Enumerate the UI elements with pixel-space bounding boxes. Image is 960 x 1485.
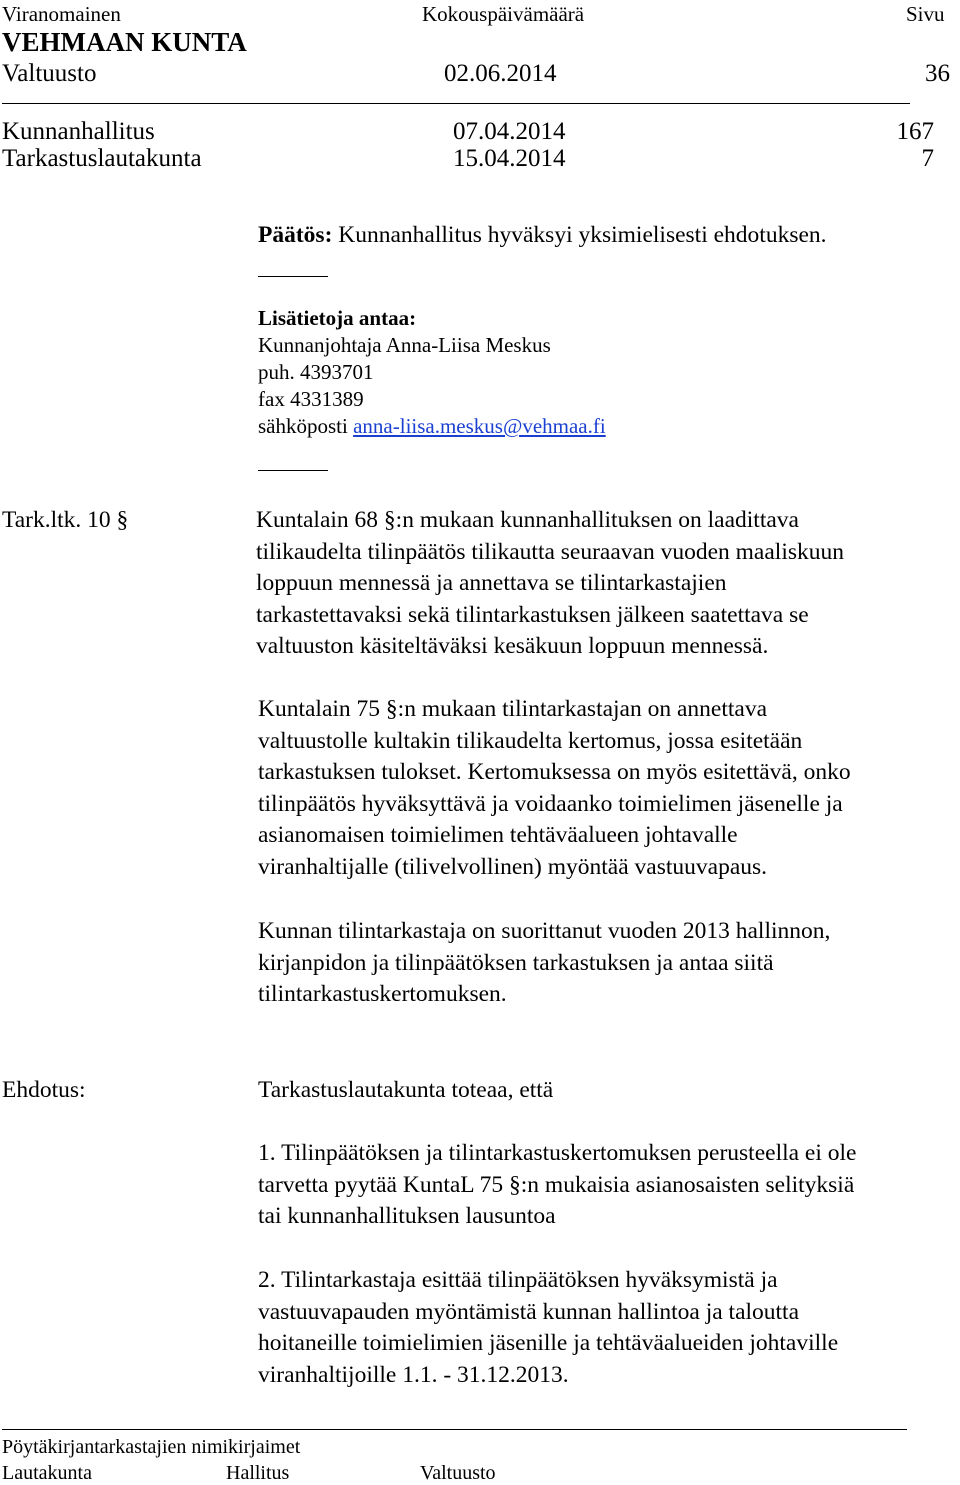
footer-col-valtuusto: Valtuusto bbox=[420, 1462, 496, 1484]
section-paragraph-3 bbox=[258, 916, 958, 1011]
text-line: tilikaudelta tilinpäätös tilikautta seuraavan vuoden maaliskuun bbox=[256, 538, 844, 565]
section-paragraph-1 bbox=[256, 505, 956, 663]
proposal-item-2 bbox=[258, 1265, 958, 1391]
header-row-page: 167 bbox=[896, 118, 934, 145]
contact-email-line bbox=[258, 413, 606, 439]
header-row-date: 02.06.2014 bbox=[444, 60, 557, 87]
header-row-date: 15.04.2014 bbox=[453, 145, 566, 172]
footer-divider bbox=[2, 1429, 907, 1430]
footer-col-hallitus: Hallitus bbox=[226, 1462, 290, 1484]
header-row-page: 7 bbox=[921, 145, 934, 172]
header-row-body: Tarkastuslautakunta bbox=[2, 145, 202, 172]
decision-line bbox=[258, 220, 827, 252]
text-line: tarkastuksen tulokset. Kertomuksessa on myös esitettävä, onko bbox=[258, 759, 851, 785]
text-line: tilintarkastuskertomuksen. bbox=[258, 981, 507, 1007]
text-line: Kunnan tilintarkastaja on suorittanut vuoden 2013 hallinnon, bbox=[258, 918, 831, 944]
header-row-date: 07.04.2014 bbox=[453, 118, 566, 145]
text-line: tarkastettavaksi sekä tilintarkastuksen jälkeen saatettava se bbox=[256, 601, 809, 628]
text-line: loppuun mennessä ja annettava se tilintarkastajien bbox=[256, 570, 727, 596]
separator-line bbox=[258, 470, 328, 471]
decision-label: Päätös: bbox=[258, 222, 333, 248]
section-paragraph-2 bbox=[258, 694, 958, 883]
contact-phone: puh. 4393701 bbox=[258, 360, 374, 384]
header-row-body: Kunnanhallitus bbox=[2, 118, 155, 145]
header-col1-label: Viranomainen bbox=[2, 2, 121, 26]
separator-line bbox=[258, 276, 328, 277]
contact-email-link[interactable]: anna-liisa.meskus@vehmaa.fi bbox=[353, 414, 606, 438]
header-divider bbox=[2, 103, 910, 104]
text-line: kirjanpidon ja tilinpäätöksen tarkastuksen ja antaa siitä bbox=[258, 949, 774, 976]
text-line: valtuustolle kultakin tilikaudelta kertomus, jossa esitetään bbox=[258, 727, 803, 754]
text-line: asianomaisen toimielimen tehtäväalueen johtavalle bbox=[258, 822, 738, 848]
contact-name: Kunnanjohtaja Anna-Liisa Meskus bbox=[258, 333, 551, 357]
footer-col-lautakunta: Lautakunta bbox=[2, 1462, 92, 1484]
header-col3-label: Sivu bbox=[906, 2, 945, 26]
contact-label: Lisätietoja antaa: bbox=[258, 306, 417, 330]
text-line: tilinpäätös hyväksyttävä ja voidaanko toimielimen jäsenelle ja bbox=[258, 790, 843, 817]
contact-email-label: sähköposti bbox=[258, 414, 354, 438]
text-line: vastuuvapauden myöntämistä kunnan hallintoa ja taloutta bbox=[258, 1298, 800, 1325]
proposal-intro: Tarkastuslautakunta toteaa, että bbox=[258, 1077, 554, 1103]
text-line: Kuntalain 68 §:n mukaan kunnanhallituksen on laadittava bbox=[256, 507, 799, 533]
header-row-body: Valtuusto bbox=[2, 60, 97, 87]
text-line: 1. Tilinpäätöksen ja tilintarkastuskertomuksen perusteella ei ole bbox=[258, 1140, 857, 1166]
text-line: tarvetta pyytää KuntaL 75 §:n mukaisia asianosaisten selityksiä bbox=[258, 1171, 855, 1198]
proposal-item-1 bbox=[258, 1138, 958, 1233]
text-line: viranhaltijalle (tilivelvollinen) myöntää vastuuvapaus. bbox=[258, 853, 768, 880]
organization-name: VEHMAAN KUNTA bbox=[2, 27, 247, 57]
contact-fax: fax 4331389 bbox=[258, 387, 364, 411]
proposal-label: Ehdotus: bbox=[2, 1077, 86, 1103]
text-line: tai kunnanhallituksen lausuntoa bbox=[258, 1203, 556, 1229]
text-line: viranhaltijoille 1.1. - 31.12.2013. bbox=[258, 1361, 569, 1388]
text-line: hoitaneille toimielimien jäsenille ja tehtäväalueiden johtaville bbox=[258, 1330, 839, 1356]
text-line: 2. Tilintarkastaja esittää tilinpäätöksen hyväksymistä ja bbox=[258, 1267, 778, 1293]
decision-text: Kunnanhallitus hyväksyi yksimielisesti ehdotuksen. bbox=[332, 222, 827, 248]
header-row-page: 36 bbox=[925, 60, 950, 87]
footer-title: Pöytäkirjantarkastajien nimikirjaimet bbox=[2, 1436, 301, 1458]
header-col2-label: Kokouspäivämäärä bbox=[422, 2, 585, 26]
text-line: valtuuston käsiteltäväksi kesäkuun loppuun mennessä. bbox=[256, 633, 769, 659]
section-id: Tark.ltk. 10 § bbox=[2, 507, 129, 533]
text-line: Kuntalain 75 §:n mukaan tilintarkastajan on annettava bbox=[258, 696, 768, 722]
